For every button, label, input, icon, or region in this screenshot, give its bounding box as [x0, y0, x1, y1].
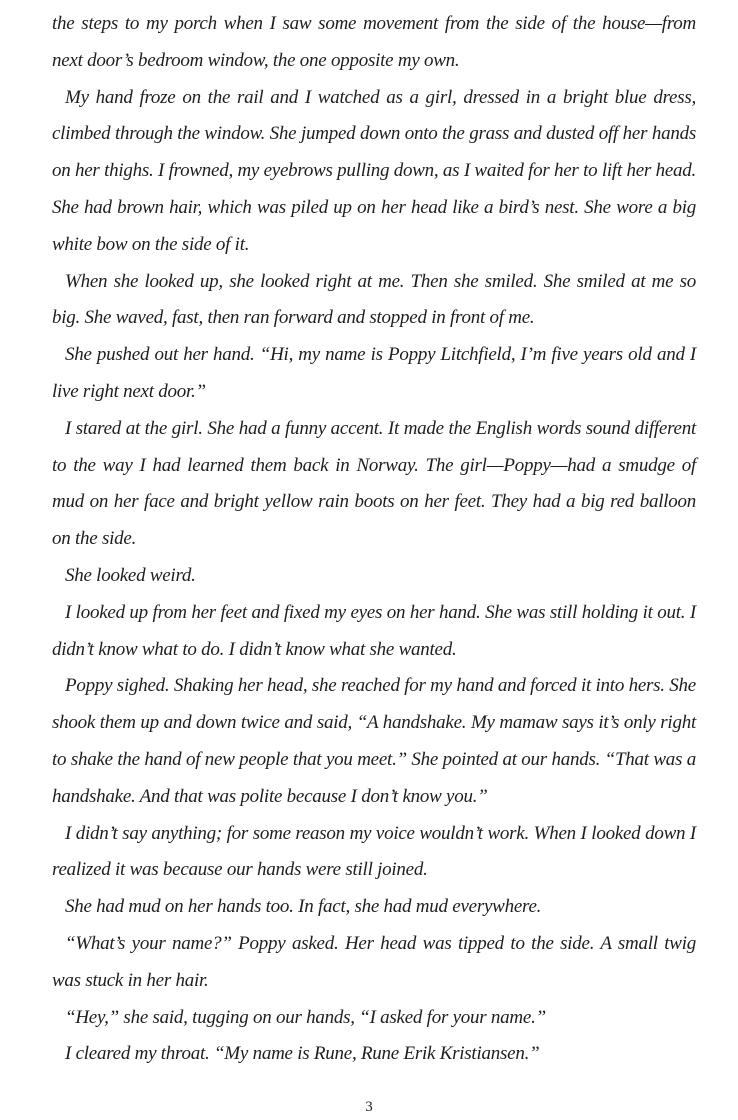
paragraph: She looked weird.: [65, 564, 196, 586]
page-number: 3: [365, 1099, 373, 1115]
paragraph: She pushed out her hand. “Hi, my name is Poppy Litchfield, I’m five years old and I live right next door.”: [52, 344, 696, 402]
paragraph: I looked up from her feet and fixed my eyes on her hand. She was still holding it out. I didn’t know what to do. I didn’t know what she wanted.: [52, 601, 696, 660]
paragraph: I didn’t say anything; for some reason my voice wouldn’t work. When I looked down I realized it was because our hands were still joined.: [52, 822, 696, 881]
paragraph: She had mud on her hands too. In fact, she had mud everywhere.: [65, 896, 542, 918]
paragraph: I stared at the girl. She had a funny accent. It made the English words sound different to the way I had learned them back in Norway. The girl—Poppy—had a smudge of mud on her face and bright yellow rain boots on her feet. They had a big red balloon on the side.: [52, 417, 696, 550]
paragraph: Poppy sighed. Shaking her head, she reached for my hand and forced it into hers. She shook them up and down twice and said, “A handshake. My mamaw says it’s only right to shake the hand of new people that you meet.” She pointed at our hands. “That was a handshake. And that was polite because I don’t know you.”: [52, 675, 696, 807]
paragraph: the steps to my porch when I saw some movement from the side of the house—from next door’s bedroom window, the one opposite my own.: [52, 13, 696, 71]
paragraph: I cleared my throat. “My name is Rune, Rune Erik Kristiansen.”: [65, 1043, 540, 1065]
paragraph: “Hey,” she said, tugging on our hands, “I asked for your name.”: [65, 1006, 546, 1028]
paragraph: When she looked up, she looked right at me. Then she smiled. She smiled at me so big. She waved, fast, then ran forward and stopped in front of me.: [52, 270, 696, 329]
paragraph: “What’s your name?” Poppy asked. Her head was tipped to the side. A small twig was stuck in her hair.: [52, 932, 696, 991]
page-body: [52, 6, 696, 1073]
paragraph: My hand froze on the rail and I watched as a girl, dressed in a bright blue dress, climbed through the window. She jumped down onto the grass and dusted off her hands on her thighs. I frowned, my eyebrows pulling down, as I waited for her to lift her head. She had brown hair, which was piled up on her head like a bird’s nest. She wore a big white bow on the side of it.: [52, 86, 696, 255]
